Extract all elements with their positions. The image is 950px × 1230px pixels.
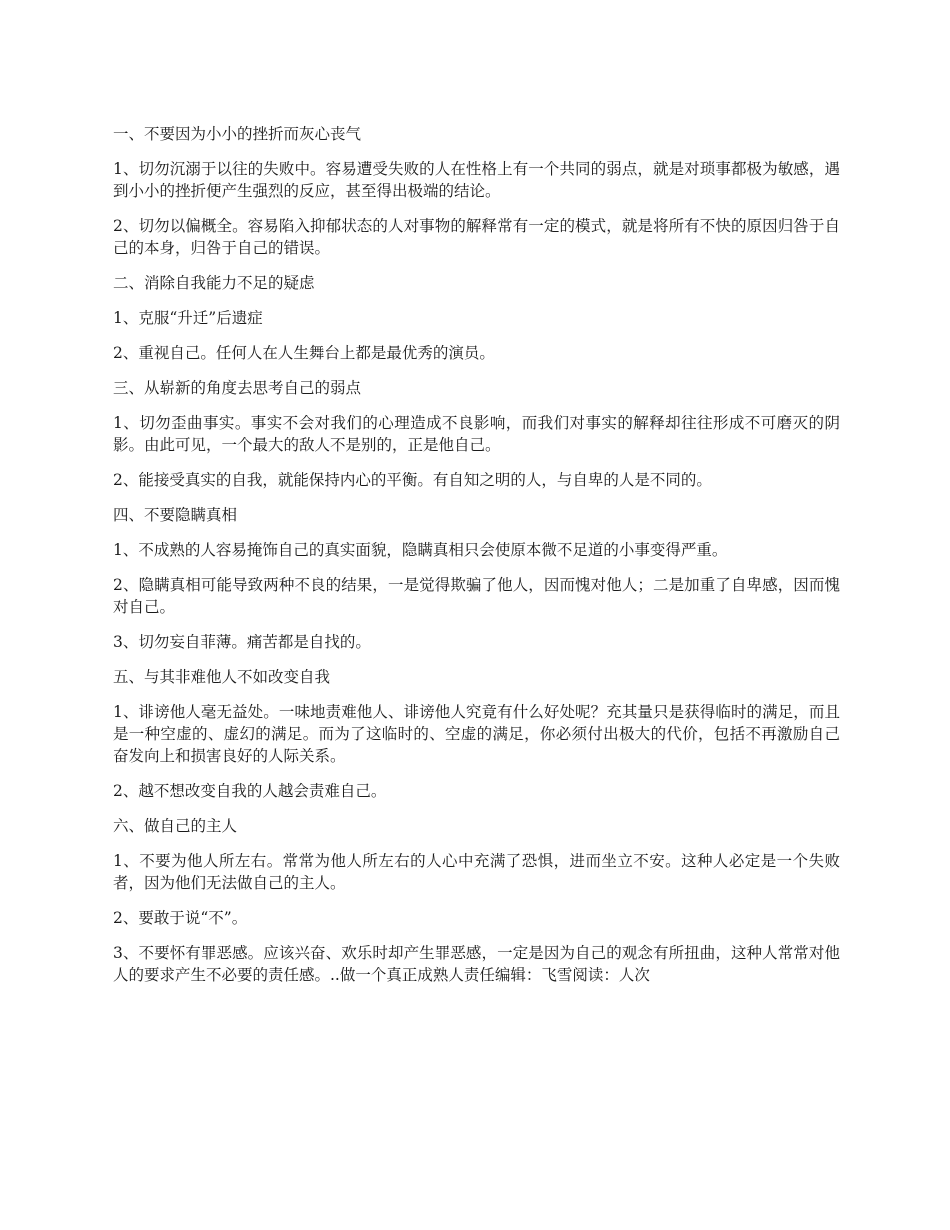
paragraph: 1、切勿沉溺于以往的失败中。容易遭受失败的人在性格上有一个共同的弱点，就是对琐事都极为敏感，遇到小小的挫折便产生强烈的反应，甚至得出极端的结论。 [113,160,840,200]
paragraph: 1、克服“升迁”后遗症 [113,309,263,327]
paragraph: 2、隐瞒真相可能导致两种不良的结果，一是觉得欺骗了他人，因而愧对他人；二是加重了自卑感，因而愧对自己。 [113,576,840,616]
section-heading-1: 一、不要因为小小的挫折而灰心丧气 [113,125,362,143]
section-heading-6: 六、做自己的主人 [113,817,238,835]
paragraph: 1、切勿歪曲事实。事实不会对我们的心理造成不良影响，而我们对事实的解释却往往形成不可磨灭的阴影。由此可见，一个最大的敌人不是别的，正是他自己。 [113,414,840,454]
paragraph: 3、切勿妄自菲薄。痛苦都是自找的。 [113,633,371,651]
section-heading-3: 三、从崭新的角度去思考自己的弱点 [113,379,362,397]
paragraph: 1、不要为他人所左右。常常为他人所左右的人心中充满了恐惧，进而坐立不安。这种人必定是一个失败者，因为他们无法做自己的主人。 [113,852,840,892]
paragraph: 2、能接受真实的自我，就能保持内心的平衡。有自知之明的人，与自卑的人是不同的。 [113,471,712,489]
paragraph: 2、要敢于说“不”。 [113,909,248,927]
section-heading-2: 二、消除自我能力不足的疑虑 [113,274,315,292]
section-heading-5: 五、与其非难他人不如改变自我 [113,668,331,686]
paragraph: 3、不要怀有罪恶感。应该兴奋、欢乐时却产生罪恶感，一定是因为自己的观念有所扭曲，这种人常常对他人的要求产生不必要的责任感。..做一个真正成熟人责任编辑：飞雪阅读：人次 [113,944,840,984]
paragraph: 2、切勿以偏概全。容易陷入抑郁状态的人对事物的解释常有一定的模式，就是将所有不快的原因归咎于自己的本身，归咎于自己的错误。 [113,217,840,257]
paragraph: 2、越不想改变自我的人越会责难自己。 [113,782,387,800]
paragraph: 1、不成熟的人容易掩饰自己的真实面貌，隐瞒真相只会使原本微不足道的小事变得严重。 [113,541,728,559]
section-heading-4: 四、不要隐瞒真相 [113,506,238,524]
paragraph: 1、诽谤他人毫无益处。一味地责难他人、诽谤他人究竟有什么好处呢？充其量只是获得临时的满足，而且是一种空虚的、虚幻的满足。而为了这临时的、空虚的满足，你必须付出极大的代价，包括不再激励自己奋发向上和损害良好的人际关系。 [113,703,840,765]
paragraph: 2、重视自己。任何人在人生舞台上都是最优秀的演员。 [113,344,495,362]
document-body [113,123,840,999]
